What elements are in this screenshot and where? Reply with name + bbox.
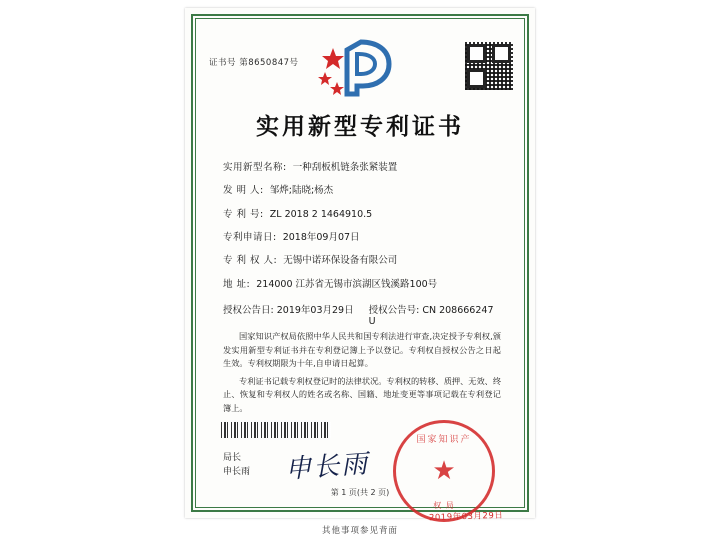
page-indicator: 第 1 页(共 2 页)	[330, 488, 390, 497]
signature-handwriting: 申长雨	[284, 449, 371, 485]
publication-number-value: CN 208666247 U	[368, 305, 494, 328]
field-list	[223, 162, 503, 338]
barcode	[221, 422, 331, 438]
publication-number-label: 授权公告号:	[368, 305, 420, 317]
signature-block	[223, 452, 250, 479]
field-label: 专 利 权 人:	[223, 255, 278, 267]
patent-office-emblem-icon	[317, 38, 409, 98]
qr-code	[465, 42, 513, 90]
grant-date-label: 授权公告日:	[223, 305, 274, 317]
field-row	[223, 255, 503, 267]
field-value: ZL 2018 2 1464910.5	[269, 208, 373, 220]
grant-date	[223, 302, 369, 327]
seal-top-text: 国家知识产	[416, 435, 472, 445]
field-row	[223, 185, 503, 197]
field-value: 无锡中诺环保设备有限公司	[283, 255, 398, 267]
field-value: 邹烨;陆晓;杨杰	[269, 185, 334, 197]
seal-date: 2019年03月29日	[428, 510, 504, 524]
paragraph: 国家知识产权局依照中华人民共和国专利法进行审查,决定授予专利权,颁发实用新型专利证书并在专利登记簿上予以登记。专利权自授权公告之日起生效。专利权期限为十年,自申请日起算。	[223, 331, 501, 369]
field-label: 地 址:	[223, 278, 251, 290]
director-name: 申长雨	[223, 466, 251, 477]
field-label: 专 利 号:	[223, 208, 264, 220]
field-value: 214000 江苏省无锡市滨湖区钱溪路100号	[256, 278, 438, 290]
field-row	[223, 232, 503, 244]
field-row	[223, 162, 503, 174]
field-value: 一种刮板机链条张紧装置	[292, 162, 398, 173]
grant-date-value: 2019年03月29日	[276, 305, 354, 317]
footnote: 其他事项参见背面	[321, 526, 398, 536]
certificate-number: 证书号 第8650847号	[209, 58, 299, 68]
field-value: 2018年09月07日	[282, 232, 360, 244]
field-row	[223, 209, 503, 221]
field-label: 实用新型名称:	[223, 162, 287, 173]
director-title: 局长	[223, 453, 242, 463]
field-label: 专利申请日:	[223, 232, 277, 244]
publication-number	[369, 302, 503, 327]
patent-certificate	[185, 8, 535, 524]
field-row	[223, 279, 503, 291]
legal-text	[223, 330, 501, 419]
grant-row	[223, 302, 503, 327]
page-title: 实用新型专利证书	[256, 114, 464, 140]
certificate-content	[199, 22, 521, 524]
paragraph: 专利证书记载专利权登记时的法律状况。专利权的转移、质押、无效、终止、恢复和专利权人的姓名或名称、国籍、地址变更等事项记载在专利登记簿上。	[223, 375, 502, 413]
seal-bottom-text: 权 局	[433, 501, 455, 510]
official-seal	[393, 420, 495, 522]
field-label: 发 明 人:	[223, 185, 264, 197]
seal-star-icon: ★	[432, 456, 456, 486]
